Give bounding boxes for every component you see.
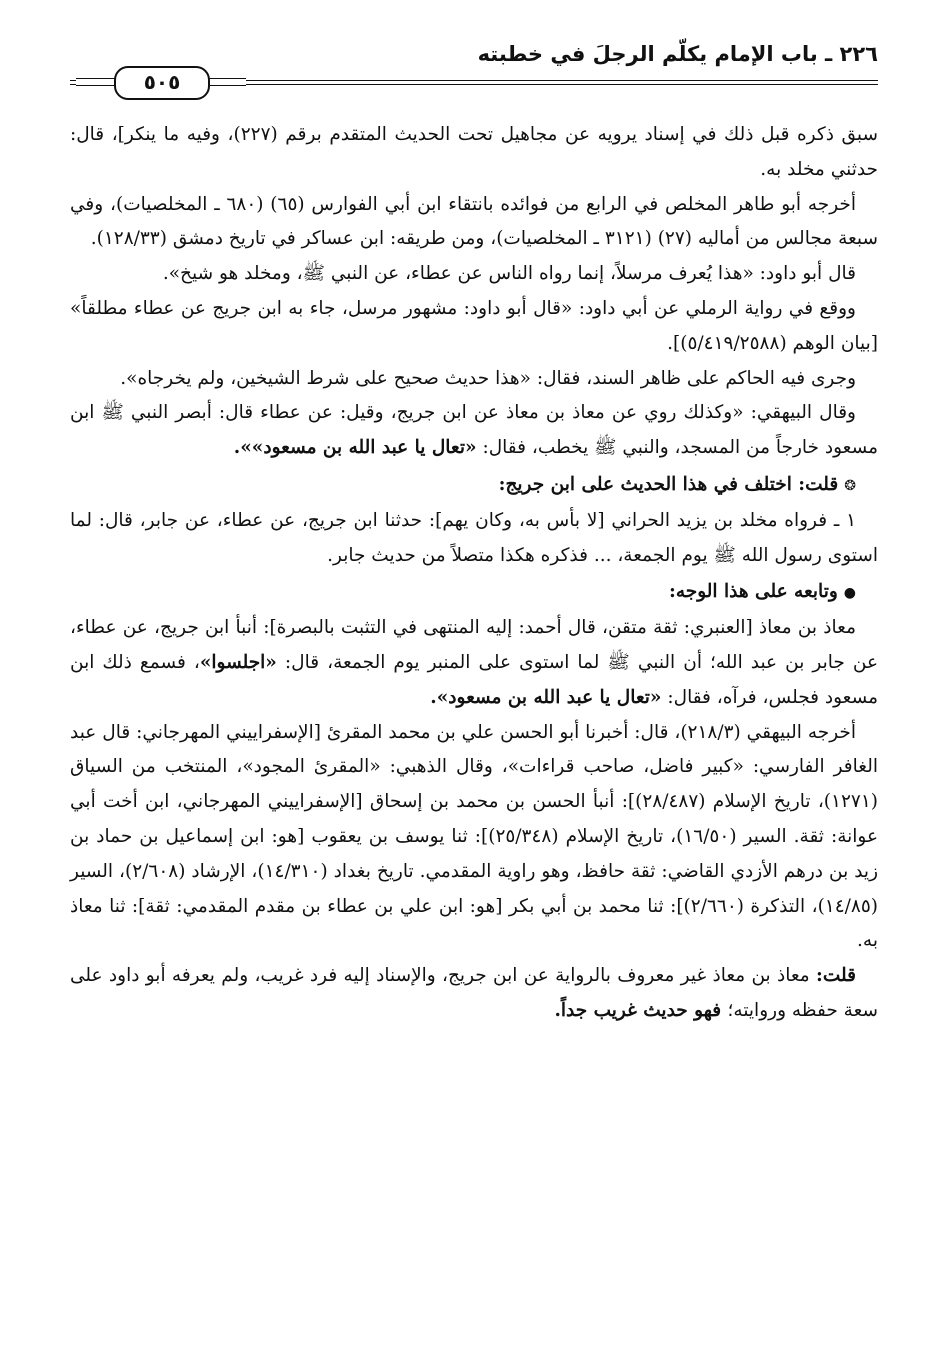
paragraph: معاذ بن معاذ [العنبري: ثقة متقن، قال أحمد: إليه المنتهى في التثبت بالبصرة]: أنبأ ابن جريج، عن عطاء، عن جابر بن عبد الله؛ أن النبي ﷺ لما استوى على المنبر يوم الجمعة، قال: «اجلسوا»، فسمع ذلك ابن مسعود فجلس، فرآه، فقال: «تعال يا عبد الله بن مسعود». [70, 617, 878, 708]
page-header [70, 28, 878, 108]
paragraph: قلت: معاذ بن معاذ غير معروف بالرواية عن ابن جريج، والإسناد إليه فرد غريب، ولم يعرفه أبو داود على سعة حفظه وروايته؛ فهو حديث غريب جداً. [70, 965, 878, 1021]
paragraph: سبق ذكره قبل ذلك في إسناد يرويه عن مجاهيل تحت الحديث المتقدم برقم (٢٢٧)، وفيه ما ينكر]، قال: حدثني مخلد به. [70, 124, 878, 180]
flower-marker-icon: ❂ [844, 477, 856, 494]
paragraph: وقال البيهقي: «وكذلك روي عن معاذ بن معاذ عن ابن جريج، وقيل: عن عطاء قال: أبصر النبي ﷺ ابن مسعود خارجاً من المسجد، والنبي ﷺ يخطب، فقال: «تعال يا عبد الله بن مسعود»». [70, 402, 878, 459]
bullet-icon: ● [843, 585, 856, 602]
paragraph: قال أبو داود: «هذا يُعرف مرسلاً، إنما رواه الناس عن عطاء، عن النبي ﷺ، ومخلد هو شيخ». [162, 263, 856, 285]
paragraph: ١ ـ فرواه مخلد بن يزيد الحراني [لا بأس به، وكان يهم]: حدثنا ابن جريج، عن عطاء، عن جابر، قال: لما استوى رسول الله ﷺ يوم الجمعة، ... فذكره هكذا متصلاً من حديث جابر. [70, 509, 878, 566]
badge-ornament-right [206, 78, 246, 86]
page-number-badge: ٥٠٥ [114, 66, 210, 100]
paragraph: وجرى فيه الحاكم على ظاهر السند، فقال: «هذا حديث صحيح على شرط الشيخين، ولم يخرجاه». [120, 367, 856, 389]
section-heading: ❂قلت: اختلف في هذا الحديث على ابن جريج: [498, 473, 856, 495]
running-title: ٢٢٦ ـ باب الإمام يكلّم الرجلَ في خطبته [477, 42, 878, 66]
body-text [70, 118, 878, 1029]
paragraph: أخرجه البيهقي (٢١٨/٣)، قال: أخبرنا أبو الحسن علي بن محمد المقرئ [الإسفراييني المهرجاني: قال عبد الغافر الفارسي: «كبير فاضل، صاحب قراءات»، وقال الذهبي: «المقرئ المجود»، المنتخب من السياق (١٢٧١)، تاريخ الإسلام (٢٨/٤٨٧)]: أنبأ الحسن بن محمد بن إسحاق [الإسفراييني المهرجاني، ابن أخت أبي عوانة: ثقة. السير (١٦/٥٠)، تاريخ الإسلام (٢٥/٣٤٨)]: ثنا يوسف بن يعقوب [هو: ابن إسماعيل بن حماد بن زيد بن درهم الأزدي القاضي: ثقة حافظ، وهو راوية المقدمي. تاريخ بغداد (١٤/٣١٠)، الإرشاد (٢/٦٠٨)، السير (١٤/٨٥)، التذكرة (٢/٦٦٠)]: ثنا محمد بن أبي بكر [هو: ابن علي بن عطاء بن مقدم المقدمي: ثقة]: ثنا معاذ به. [70, 721, 879, 952]
paragraph: أخرجه أبو طاهر المخلص في الرابع من فوائده بانتقاء ابن أبي الفوارس (٦٥) (٦٨٠ ـ المخلصيات)، وفي سبعة مجالس من أماليه (٢٧) (٣١٢١ ـ المخلصيات)، ومن طريقه: ابن عساكر في تاريخ دمشق (١٢٨/٣٣). [70, 193, 878, 250]
section-heading: ●وتابعه على هذا الوجه: [669, 581, 856, 603]
paragraph: ووقع في رواية الرملي عن أبي داود: «قال أبو داود: مشهور مرسل، جاء به ابن جريج عن عطاء مطلقاً» [بيان الوهم (٥/٤١٩/٢٥٨٨)]. [70, 297, 878, 354]
badge-ornament-left [76, 78, 116, 86]
